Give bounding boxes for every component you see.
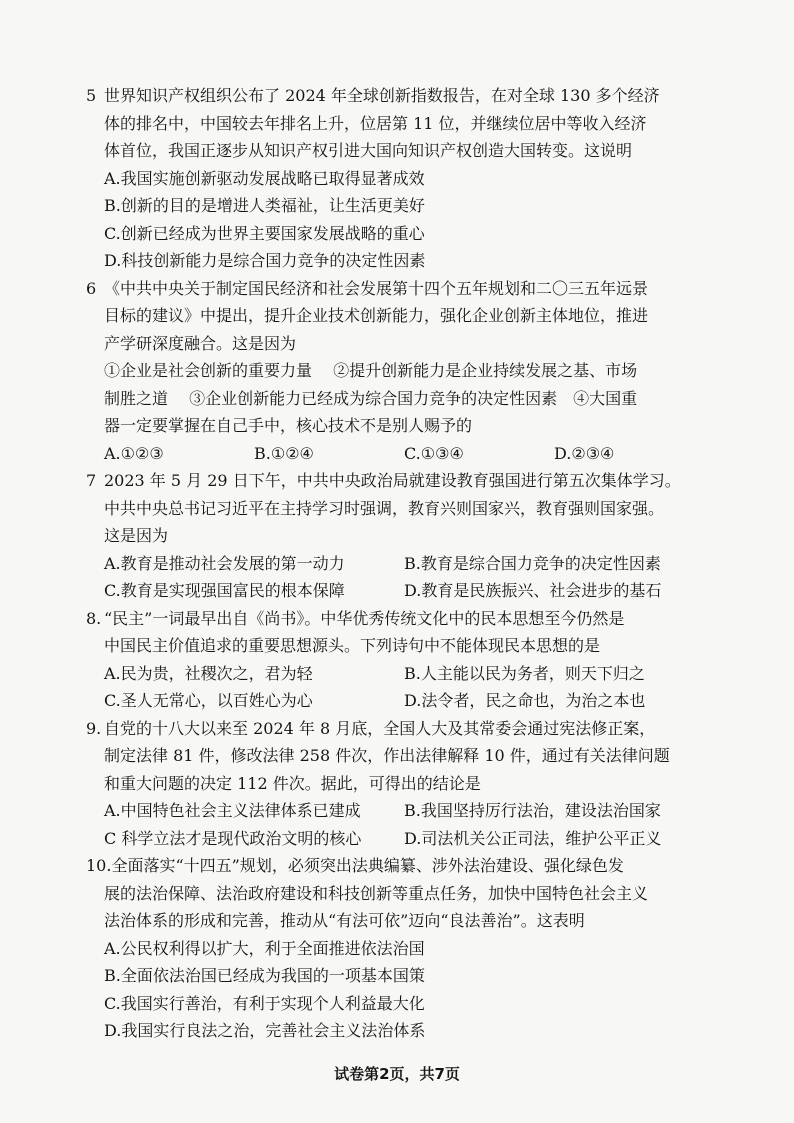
page-footer: 试卷第2页，共7页	[334, 1065, 460, 1083]
option-row	[104, 660, 704, 688]
option-c: C.教育是实现强国富民的根本保障	[104, 581, 345, 600]
option-d: D.教育是民族振兴、社会进步的基石	[404, 581, 662, 600]
option-b: B.我国坚持厉行法治，建设法治国家	[404, 801, 661, 820]
question-10	[86, 852, 704, 1045]
option-b: B.全面依法治国已经成为我国的一项基本国策	[104, 966, 425, 985]
question-number: 10.	[86, 856, 112, 875]
question-text-line: “民主”一词最早出自《尚书》。中华优秀传统文化中的民本思想至今仍然是	[104, 608, 625, 628]
option-c: C.①③④	[404, 443, 464, 463]
question-text-line: 器一定要掌握在自己手中，核心技术不是别人赐予的	[104, 416, 473, 435]
option-a: A.①②③	[104, 443, 164, 463]
option-d: D.司法机关公正司法，维护公平正义	[404, 828, 662, 848]
option-row	[104, 577, 704, 605]
option-b: B.教育是综合国力竞争的决定性因素	[404, 553, 661, 573]
question-text-line: 法治体系的形成和完善，推动从“有法可依”迈向“良法善治”。这表明	[104, 911, 585, 930]
option-row	[104, 550, 704, 578]
question-number: 9.	[86, 718, 102, 738]
question-number: 6	[86, 278, 97, 298]
question-text-line: 这是因为	[104, 526, 169, 545]
option-a: A.中国特色社会主义法律体系已建成	[104, 801, 361, 820]
option-c: C 科学立法才是现代政治文明的核心	[104, 828, 362, 848]
question-9	[86, 715, 704, 853]
question-text-line: 制定法律 81 件，修改法律 258 件次，作出法律解释 10 件，通过有关法律问题	[104, 746, 670, 765]
question-text-line: ①企业是社会创新的重要力量 ②提升创新能力是企业持续发展之基、市场	[104, 361, 638, 380]
question-list	[86, 82, 704, 1045]
option-a: A.民为贵，社稷次之，君为轻	[104, 663, 313, 683]
option-d: D.我国实行良法之治，完善社会主义法治体系	[104, 1021, 426, 1040]
question-text-line: 世界知识产权组织公布了 2024 年全球创新指数报告，在对全球 130 多个经济	[104, 86, 660, 105]
question-number: 5	[86, 86, 97, 105]
question-text-line: 展的法治保障、法治政府建设和科技创新等重点任务，加快中国特色社会主义	[104, 883, 649, 903]
question-text-line: 中共中央总书记习近平在主持学习时强调，教育兴则国家兴，教育强则国家强。	[104, 498, 665, 518]
option-a: A.公民权利得以扩大，利于全面推进依法治国	[104, 938, 425, 958]
option-row	[104, 797, 704, 825]
option-row	[104, 687, 704, 715]
question-text-line: 2023 年 5 月 29 日下午，中共中央政治局就建设教育强国进行第五次集体学习。	[104, 471, 681, 490]
question-text-line: 和重大问题的决定 112 件次。据此，可得出的结论是	[104, 773, 481, 793]
question-text-line: 体首位，我国正逐步从知识产权引进大国向知识产权创造大国转变。这说明	[104, 141, 633, 160]
question-text-line: 目标的建议》中提出，提升企业技术创新能力，强化企业创新主体地位，推进	[104, 306, 649, 325]
question-number: 8.	[86, 608, 102, 628]
question-number: 7	[86, 471, 97, 490]
option-c: C.我国实行善治，有利于实现个人利益最大化	[104, 993, 425, 1013]
option-b: B.①②④	[254, 443, 314, 463]
question-text-line: 制胜之道 ③企业创新能力已经成为综合国力竞争的决定性因素 ④大国重	[104, 388, 638, 408]
question-7	[86, 467, 704, 605]
question-8	[86, 605, 704, 715]
option-row	[104, 440, 704, 468]
option-d: D.法令者，民之命也，为治之本也	[404, 691, 646, 710]
option-d: D.②③④	[554, 443, 615, 463]
question-5	[86, 82, 704, 275]
option-b: B.创新的目的是增进人类福祉，让生活更美好	[104, 196, 425, 215]
question-text-line: 全面落实“十四五”规划，必须突出法典编纂、涉外法治建设、强化绿色发	[111, 856, 624, 875]
question-6	[86, 275, 704, 468]
question-text-line: 中国民主价值追求的重要思想源头。下列诗句中不能体现民本思想的是	[104, 636, 601, 655]
option-c: C.创新已经成为世界主要国家发展战略的重心	[104, 223, 425, 243]
option-c: C.圣人无常心，以百姓心为心	[104, 691, 313, 710]
option-a: A.教育是推动社会发展的第一动力	[104, 553, 345, 573]
question-text-line: 产学研深度融合。这是因为	[104, 333, 297, 353]
option-d: D.科技创新能力是综合国力竞争的决定性因素	[104, 251, 426, 270]
option-b: B.人主能以民为务者，则天下归之	[404, 663, 645, 683]
question-text-line: 体的排名中，中国较去年排名上升，位居第 11 位，并继续位居中等收入经济	[104, 113, 647, 133]
option-a: A.我国实施创新驱动发展战略已取得显著成效	[104, 168, 425, 188]
question-text-line: 自党的十八大以来至 2024 年 8 月底，全国人大及其常委会通过宪法修正案，	[104, 718, 656, 738]
question-text-line: 《中共中央关于制定国民经济和社会发展第十四个五年规划和二〇三五年远景	[104, 278, 649, 298]
option-row	[104, 825, 704, 853]
